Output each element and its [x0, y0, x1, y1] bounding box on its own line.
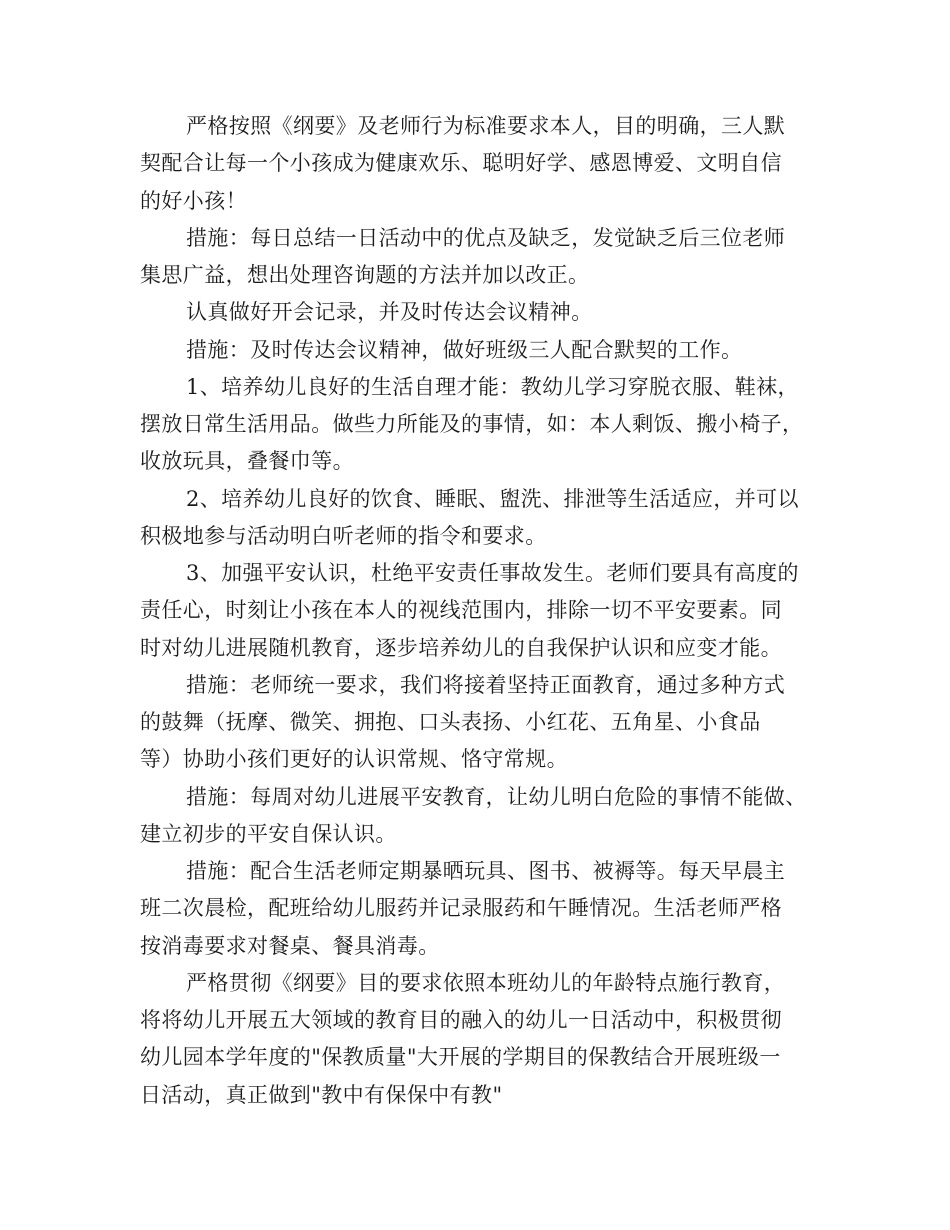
paragraph-5-line-1: 1、培养幼儿良好的生活自理才能：教幼儿学习穿脱衣服、鞋袜， [186, 374, 799, 399]
paragraph-9-line-1: 措施：每周对幼儿进展平安教育，让幼儿明白危险的事情不能做、 [186, 784, 807, 809]
paragraph-10-line-3: 按消毒要求对餐桌、餐具消毒。 [140, 933, 440, 958]
paragraph-7-line-1: 3、加强平安认识，杜绝平安责任事故发生。老师们要具有高度的 [186, 561, 799, 585]
paragraph-6-line-1: 2、培养幼儿良好的饮食、睡眠、盥洗、排泄等生活适应，并可以 [186, 486, 799, 511]
paragraph-10-line-1: 措施：配合生活老师定期暴晒玩具、图书、被褥等。每天早晨主 [186, 859, 786, 883]
paragraph-3-line-1: 认真做好开会记录，并及时传达会议精神。 [186, 300, 593, 325]
paragraph-5-line-2: 摆放日常生活用品。做些力所能及的事情，如：本人剩饭、搬小椅子， [140, 412, 804, 436]
paragraph-2-line-2: 集思广益，想出处理咨询题的方法并加以改正。 [140, 263, 590, 287]
paragraph-10-line-2: 班二次晨检，配班给幼儿服药并记录服药和午睡情况。生活老师严格 [140, 896, 782, 921]
paragraph-2-line-1: 措施：每日总结一日活动中的优点及缺乏，发觉缺乏后三位老师 [186, 225, 786, 250]
paragraph-7-line-3: 时对幼儿进展随机教育，逐步培养幼儿的自我保护认识和应变才能。 [140, 635, 782, 660]
paragraph-8-line-2: 的鼓舞（抚摩、微笑、拥抱、口头表扬、小红花、五角星、小食品 [140, 710, 761, 734]
paragraph-11-line-1: 严格贯彻《纲要》目的要求依照本班幼儿的年龄特点施行教育， [186, 970, 786, 995]
document-body [140, 108, 820, 1114]
paragraph-1-line-3: 的好小孩！ [140, 188, 247, 213]
paragraph-11-line-4: 日活动，真正做到"教中有保保中有教" [140, 1082, 503, 1107]
paragraph-5-line-3: 收放玩具，叠餐巾等。 [140, 449, 354, 474]
paragraph-1-line-2: 契配合让每一个小孩成为健康欢乐、聪明好学、感恩博爱、文明自信 [140, 151, 782, 176]
paragraph-7-line-2: 责任心，时刻让小孩在本人的视线范围内，排除一切不平安要素。同 [140, 598, 782, 623]
paragraph-4-line-1: 措施：及时传达会议精神，做好班级三人配合默契的工作。 [186, 337, 743, 362]
paragraph-8-line-3: 等）协助小孩们更好的认识常规、恪守常规。 [140, 747, 568, 772]
paragraph-11-line-2: 将将幼儿开展五大领域的教育目的融入的幼儿一日活动中，积极贯彻 [140, 1008, 782, 1032]
paragraph-9-line-2: 建立初步的平安自保认识。 [140, 821, 397, 846]
paragraph-6-line-2: 积极地参与活动明白听老师的指令和要求。 [140, 523, 547, 548]
paragraph-1-line-1: 严格按照《纲要》及老师行为标准要求本人，目的明确，三人默 [186, 114, 786, 138]
paragraph-8-line-1: 措施：老师统一要求，我们将接着坚持正面教育，通过多种方式 [186, 672, 786, 697]
paragraph-11-line-3: 幼儿园本学年度的"保教质量"大开展的学期目的保教结合开展班级一 [140, 1045, 781, 1070]
